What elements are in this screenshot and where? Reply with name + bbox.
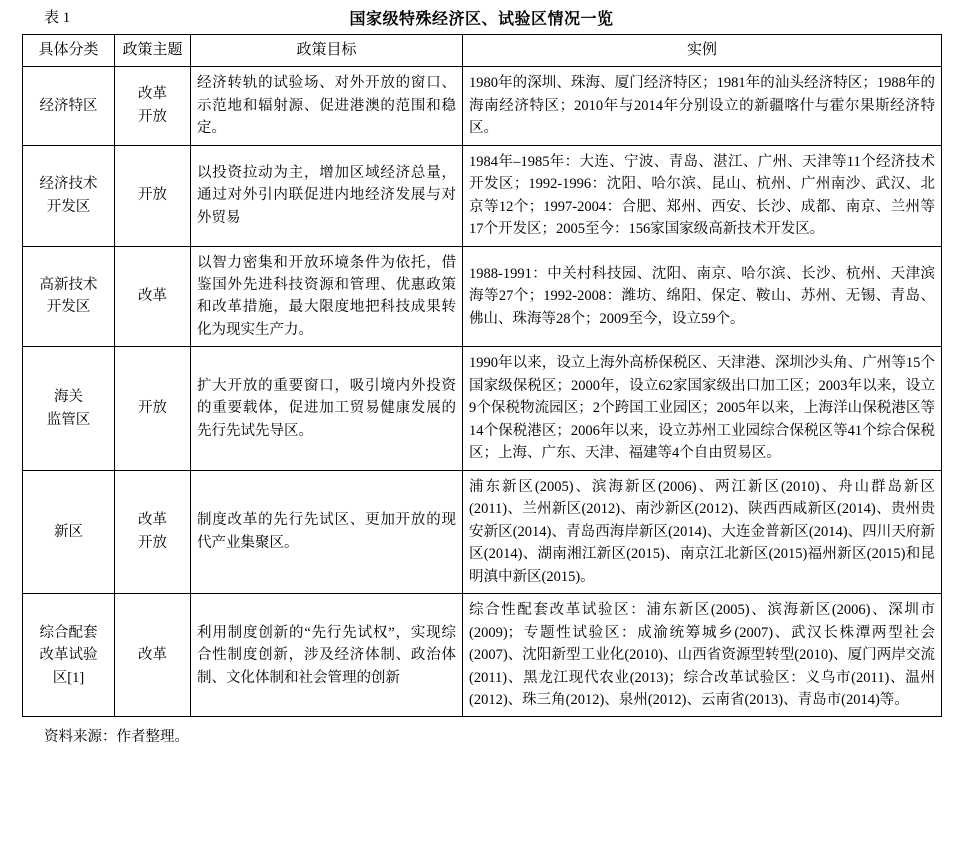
cell-goal: 利用制度创新的“先行先试权”，实现综合性制度创新，涉及经济体制、政治体制、文化体制和社会管理的创新 [191, 594, 463, 717]
table-caption [22, 6, 941, 32]
cell-goal: 经济转轨的试验场、对外开放的窗口、示范地和辐射源、促进港澳的范围和稳定。 [191, 67, 463, 145]
cell-theme: 改革 [115, 246, 191, 347]
table-row [23, 594, 942, 717]
cell-goal: 扩大开放的重要窗口，吸引境内外投资的重要载体，促进加工贸易健康发展的先行先试先导区。 [191, 347, 463, 470]
cell-category: 经济特区 [23, 67, 115, 145]
column-header-examples: 实例 [463, 35, 942, 67]
column-header-category: 具体分类 [23, 35, 115, 67]
cell-goal: 以投资拉动为主，增加区域经济总量，通过对外引内联促进内地经济发展与对外贸易 [191, 145, 463, 246]
cell-goal: 制度改革的先行先试区、更加开放的现代产业集聚区。 [191, 470, 463, 593]
cell-examples: 1988-1991：中关村科技园、沈阳、南京、哈尔滨、长沙、杭州、天津滨海等27个；1992-2008：潍坊、绵阳、保定、鞍山、苏州、无锡、青岛、佛山、珠海等28个；2009至今，设立59个。 [463, 246, 942, 347]
table-row [23, 67, 942, 145]
table-title: 国家级特殊经济区、试验区情况一览 [349, 11, 614, 28]
cell-category: 综合配套 改革试验 区[1] [23, 594, 115, 717]
cell-examples: 1980年的深圳、珠海、厦门经济特区；1981年的汕头经济特区；1988年的海南经济特区；2010年与2014年分别设立的新疆喀什与霍尔果斯经济特区。 [463, 67, 942, 145]
cell-theme: 改革 开放 [115, 470, 191, 593]
cell-theme: 改革 开放 [115, 67, 191, 145]
cell-examples: 浦东新区(2005)、滨海新区(2006)、两江新区(2010)、舟山群岛新区(2011)、兰州新区(2012)、南沙新区(2012)、陕西西咸新区(2014)、贵州贵安新区(2014)、青岛西海岸新区(2014)、大连金普新区(2014)、四川天府新区(2014)、湖南湘江新区(2015)、南京江北新区(2015)福州新区(2015)和昆明滇中新区(2015)。 [463, 470, 942, 593]
table-header-row [23, 35, 942, 67]
cell-category: 海关 监管区 [23, 347, 115, 470]
cell-goal: 以智力密集和开放环境条件为依托，借鉴国外先进科技资源和管理、优惠政策和改革措施，最大限度地把科技成果转化为现实生产力。 [191, 246, 463, 347]
cell-category: 高新技术 开发区 [23, 246, 115, 347]
cell-theme: 开放 [115, 145, 191, 246]
cell-examples: 1984年–1985年：大连、宁波、青岛、湛江、广州、天津等11个经济技术开发区；1992-1996：沈阳、哈尔滨、昆山、杭州、广州南沙、武汉、北京等12个；1997-2004：合肥、郑州、西安、长沙、成都、南京、兰州等17个开发区；2005至今：156家国家级高新技术开发区。 [463, 145, 942, 246]
cell-category: 经济技术 开发区 [23, 145, 115, 246]
special-economic-zones-table [22, 34, 942, 717]
cell-category: 新区 [23, 470, 115, 593]
table-row [23, 470, 942, 593]
table-row [23, 145, 942, 246]
cell-theme: 改革 [115, 594, 191, 717]
column-header-goal: 政策目标 [191, 35, 463, 67]
cell-theme: 开放 [115, 347, 191, 470]
cell-examples: 综合性配套改革试验区：浦东新区(2005)、滨海新区(2006)、深圳市(2009)；专题性试验区：成渝统筹城乡(2007)、武汉长株潭两型社会(2007)、沈阳新型工业化(2010)、山西省资源型转型(2010)、厦门两岸交流(2011)、黑龙江现代农业(2013)；综合改革试验区：义乌市(2011)、温州(2012)、珠三角(2012)、泉州(2012)、云南省(2013)、青岛市(2014)等。 [463, 594, 942, 717]
table-source-note: 资料来源：作者整理。 [44, 729, 189, 746]
table-row [23, 347, 942, 470]
column-header-theme: 政策主题 [115, 35, 191, 67]
table-row [23, 246, 942, 347]
cell-examples: 1990年以来，设立上海外高桥保税区、天津港、深圳沙头角、广州等15个国家级保税区；2000年，设立62家国家级出口加工区；2003年以来，设立9个保税物流园区；2个跨国工业园区；2005年以来，上海洋山保税港区等14个保税港区；2006年以来，设立苏州工业园综合保税区等41个综合保税区；上海、广东、天津、福建等4个自由贸易区。 [463, 347, 942, 470]
table-number: 表 1 [44, 10, 71, 26]
